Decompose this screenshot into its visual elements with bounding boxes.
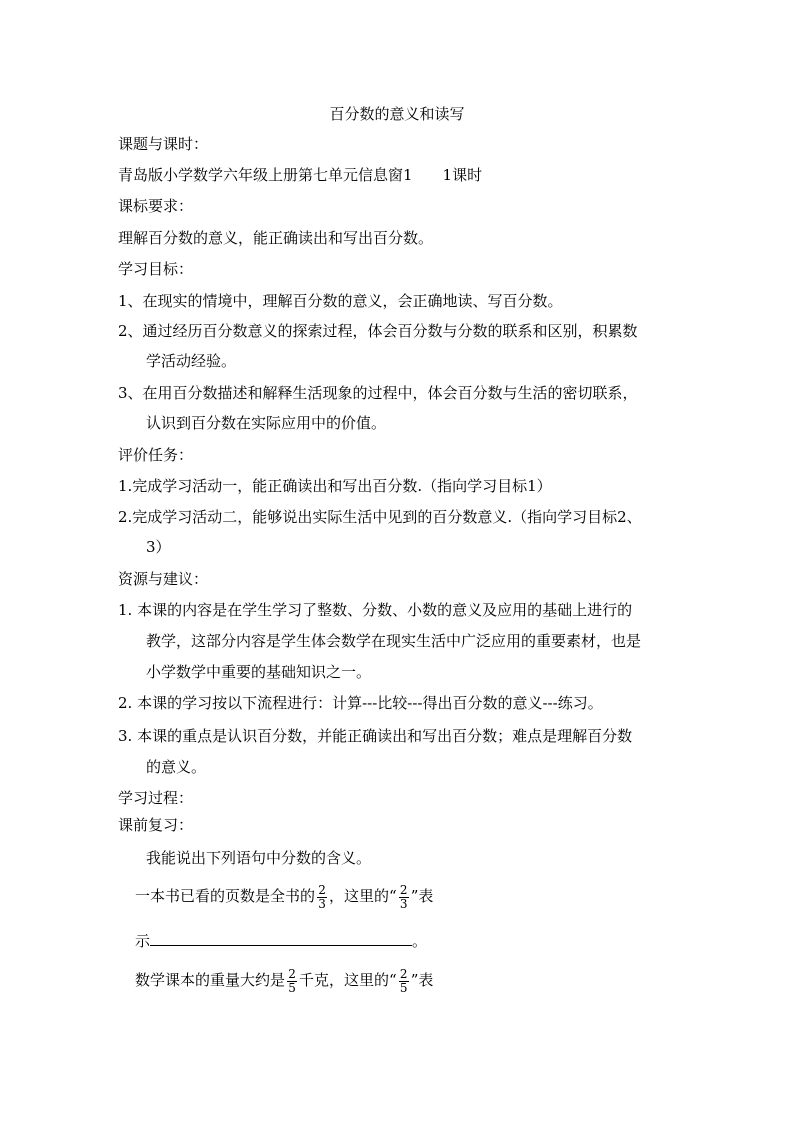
- question-1-after: ”表: [410, 887, 434, 905]
- evaluation-item-continued: 3）: [146, 538, 171, 556]
- evaluation-item: 2.完成学习活动二，能够说出实际生活中见到的百分数意义.（指向学习目标2、: [118, 508, 642, 526]
- objective-item: 1、在现实的情境中，理解百分数的意义，会正确地读、写百分数。: [118, 292, 563, 310]
- fraction: [399, 968, 409, 995]
- question-2: [135, 964, 433, 996]
- fraction-denominator: 3: [399, 896, 408, 911]
- review-intro: 我能说出下列语句中分数的含义。: [146, 849, 372, 867]
- question-2-text: 数学课本的重量大约是: [135, 971, 286, 989]
- fraction-numerator: 2: [318, 882, 326, 897]
- question-2-middle: 千克，这里的“: [299, 971, 397, 989]
- question-1-text: 一本书已看的页数是全书的: [135, 887, 316, 905]
- lesson-topic-text: 青岛版小学数学六年级上册第七单元信息窗1: [118, 166, 413, 184]
- question-1: [135, 880, 433, 912]
- resource-item-continued: 教学，这部分内容是学生体会数学在现实生活中广泛应用的重要素材，也是: [146, 632, 642, 650]
- question-1-suffix: 。: [412, 932, 428, 950]
- fraction-numerator: 2: [399, 966, 408, 981]
- question-2-after: ”表: [410, 971, 434, 989]
- fraction-numerator: 2: [399, 882, 408, 897]
- objective-item-continued: 认识到百分数在实际应用中的价值。: [146, 414, 387, 432]
- resource-item-continued: 小学数学中重要的基础知识之一。: [146, 663, 372, 681]
- objective-item: 2、通过经历百分数意义的探索过程，体会百分数与分数的联系和区别，积累数: [118, 322, 638, 340]
- review-heading: 课前复习：: [118, 816, 194, 834]
- fraction-denominator: 3: [318, 896, 326, 911]
- objectives-heading: 学习目标：: [118, 260, 194, 278]
- fraction: [317, 884, 327, 911]
- fraction-numerator: 2: [288, 966, 296, 981]
- evaluation-item: 1.完成学习活动一，能正确读出和写出百分数.（指向学习目标1）: [118, 477, 552, 495]
- fraction: [399, 884, 409, 911]
- question-1-middle: ，这里的“: [329, 887, 397, 905]
- resources-heading: 资源与建议：: [118, 570, 209, 588]
- question-1-answer-line: [135, 931, 427, 951]
- process-heading: 学习过程：: [118, 789, 194, 807]
- question-1-prefix: 示: [135, 932, 151, 950]
- page-title: 百分数的意义和读写: [329, 105, 465, 123]
- resource-item: 3. 本课的重点是认识百分数，并能正确读出和写出百分数；难点是理解百分数: [118, 727, 633, 745]
- evaluation-heading: 评价任务：: [118, 446, 194, 464]
- resource-item: 2. 本课的学习按以下流程进行：计算---比较---得出百分数的意义---练习。: [118, 694, 603, 712]
- standard-text: 理解百分数的意义，能正确读出和写出百分数。: [118, 229, 434, 247]
- answer-blank[interactable]: [150, 931, 412, 946]
- lesson-hours: 1课时: [442, 166, 483, 184]
- standard-heading: 课标要求：: [118, 197, 194, 215]
- resource-item-continued: 的意义。: [146, 758, 207, 776]
- objective-item: 3、在用百分数描述和解释生活现象的过程中，体会百分数与生活的密切联系，: [118, 384, 638, 402]
- fraction-denominator: 5: [399, 980, 408, 995]
- resource-item: 1. 本课的内容是在学生学习了整数、分数、小数的意义及应用的基础上进行的: [118, 601, 633, 619]
- fraction: [287, 968, 297, 995]
- lesson-topic-line: [118, 165, 482, 185]
- fraction-denominator: 5: [288, 980, 296, 995]
- lesson-topic-heading: 课题与课时：: [118, 135, 209, 153]
- objective-item-continued: 学活动经验。: [146, 352, 237, 370]
